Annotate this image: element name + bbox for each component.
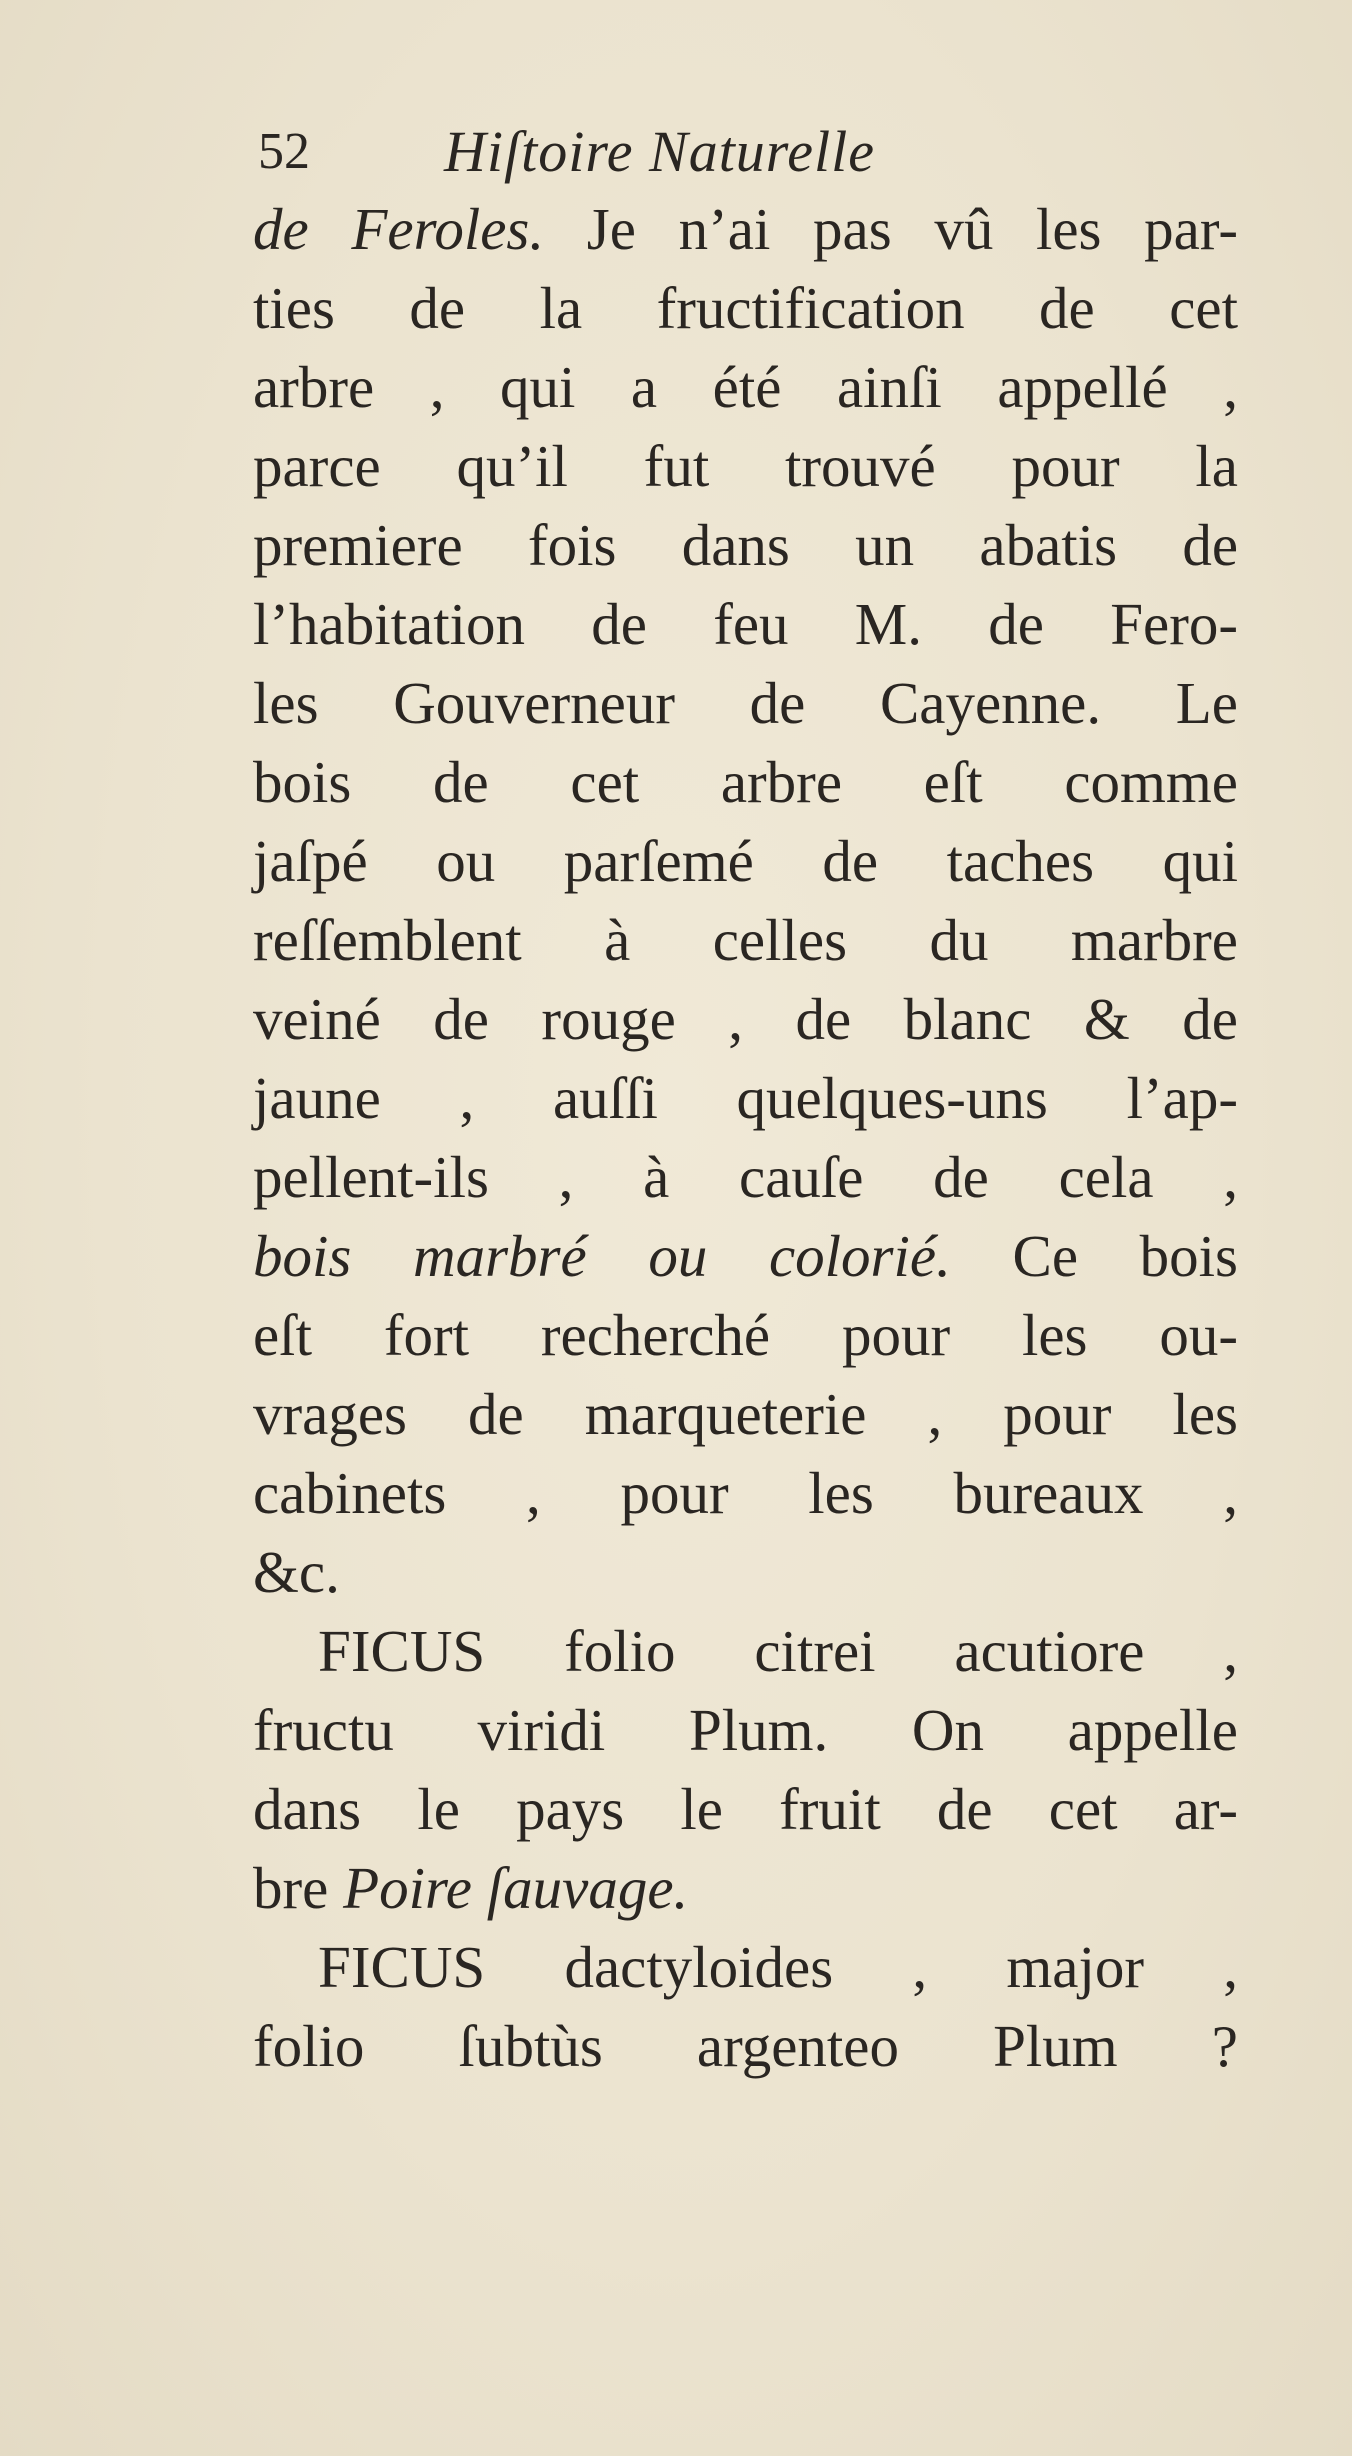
text-line [253,664,1238,743]
roman-text: arbre , qui a été ainſi appellé , [253,354,1238,420]
roman-text: eſt fort recherché pour les ou- [253,1302,1238,1368]
roman-text: ties de la fructification de cet [253,275,1238,341]
text-line [253,1849,1238,1928]
roman-text: &c. [253,1539,340,1605]
text-line [253,1138,1238,1217]
text-line [253,1533,1238,1612]
text-line [253,1770,1238,1849]
roman-text: jaune , auſſi quelques-uns l’ap- [253,1065,1238,1131]
roman-text: Je n’ai pas vû les par- [544,196,1238,262]
roman-text: vrages de marqueterie , pour les [253,1381,1238,1447]
roman-text: Ce bois [950,1223,1238,1289]
text-line [253,2007,1238,2086]
roman-text: l’habitation de feu M. de Fero- [253,591,1238,657]
roman-text: FICUS dactyloides , major , [318,1934,1238,2000]
roman-text: premiere fois dans un abatis de [253,512,1238,578]
roman-text: fructu viridi Plum. On appelle [253,1697,1238,1763]
text-line [253,585,1238,664]
roman-text: parce qu’il fut trouvé pour la [253,433,1238,499]
italic-text: de Feroles. [253,196,545,262]
roman-text: folio ſubtùs argenteo Plum ? [253,2013,1238,2079]
roman-text: FICUS folio citrei acutiore , [318,1618,1238,1684]
text-line [253,1454,1238,1533]
text-line [253,1059,1238,1138]
roman-text: reſſemblent à celles du marbre [253,907,1238,973]
roman-text: jaſpé ou parſemé de taches qui [253,828,1238,894]
roman-text: veiné de rouge , de blanc & de [253,986,1238,1052]
text-line [253,1612,1238,1691]
italic-text: Poire ſauvage. [343,1855,689,1921]
text-line [253,822,1238,901]
text-line [253,348,1238,427]
text-line [253,269,1238,348]
running-head: Hiſtoire Naturelle [444,119,875,184]
roman-text: bois de cet arbre eſt comme [253,749,1238,815]
text-line [253,901,1238,980]
body-text [253,190,1238,2086]
text-line [253,1375,1238,1454]
text-line [253,980,1238,1059]
text-line [253,427,1238,506]
text-line [253,506,1238,585]
roman-text: cabinets , pour les bureaux , [253,1460,1238,1526]
roman-text: pellent-ils , à cauſe de cela , [253,1144,1238,1210]
text-line [253,1217,1238,1296]
text-line [253,1691,1238,1770]
roman-text: dans le pays le fruit de cet ar- [253,1776,1238,1842]
italic-text: bois marbré ou colorié. [253,1223,951,1289]
page-header [258,112,1158,192]
roman-text: les Gouverneur de Cayenne. Le [253,670,1238,736]
text-line [253,190,1238,269]
text-line [253,1296,1238,1375]
text-line [253,1928,1238,2007]
text-line [253,743,1238,822]
roman-text: bre [253,1855,344,1921]
page-number: 52 [258,123,310,180]
